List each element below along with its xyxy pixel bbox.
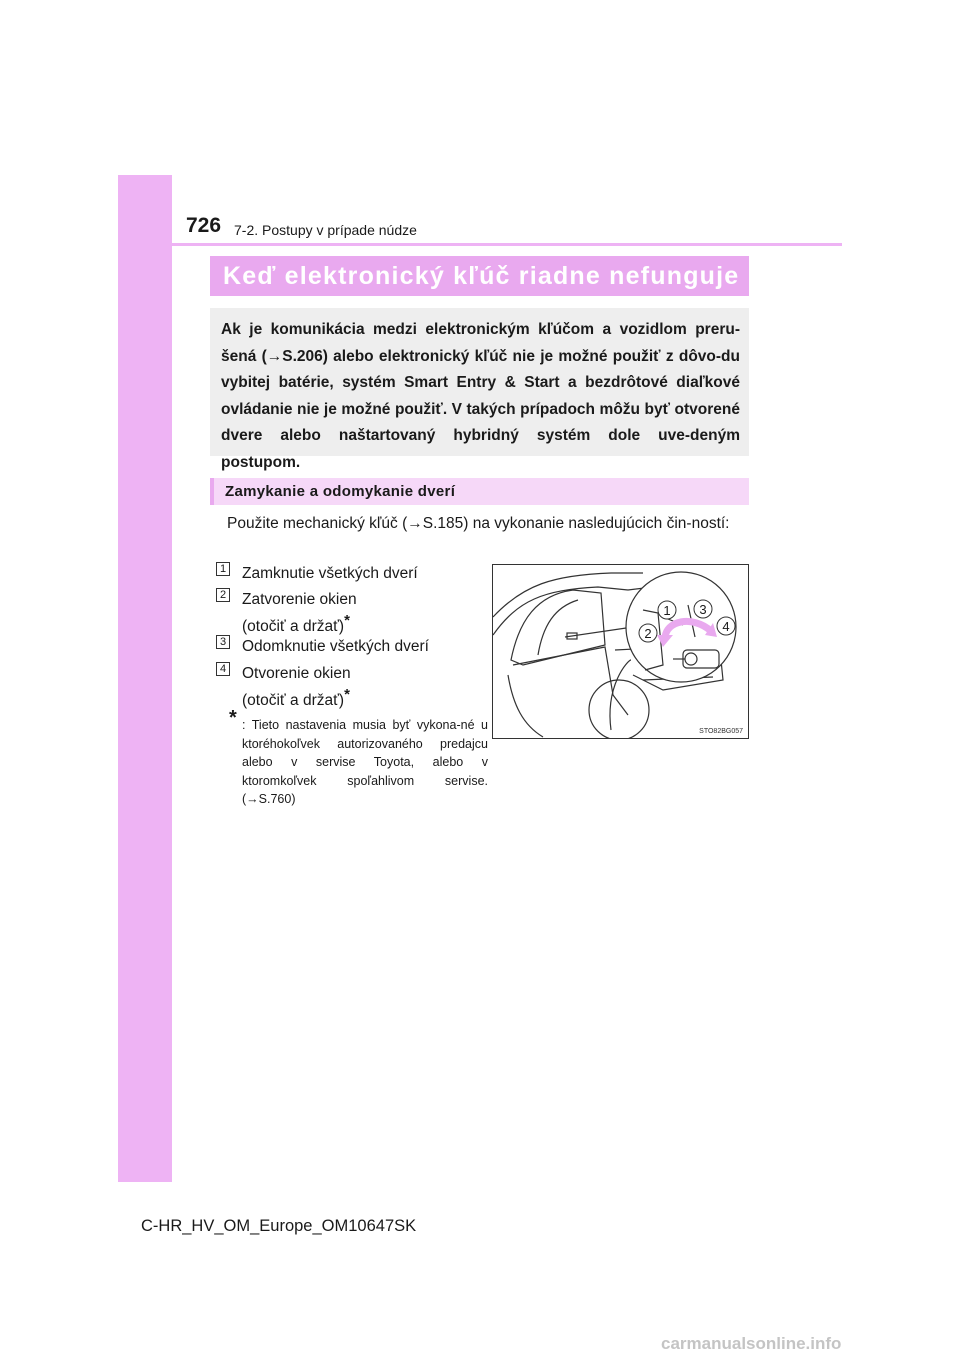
step-2-note: (otočiť a držať): [242, 618, 345, 636]
callout-1: 1: [663, 603, 671, 618]
step-4-text: Otvorenie okien: [242, 665, 351, 682]
section-title: 7-2. Postupy v prípade núdze: [234, 222, 417, 238]
step-badge-3: 3: [216, 635, 230, 649]
callout-3: 3: [699, 602, 707, 617]
watermark: carmanualsonline.info: [661, 1334, 842, 1353]
step-2-text: Zatvorenie okien: [242, 591, 357, 608]
header-rule: [172, 243, 842, 246]
footer-doc-id: C-HR_HV_OM_Europe_OM10647SK: [141, 1217, 417, 1235]
chapter-sidebar: [118, 175, 172, 1182]
intro-text: Ak je komunikácia medzi elektronickým kľúčom a vozidlom preru-šená (→S.206) alebo elektronický kľúč nie je možné použiť z dôvo-du vybitej batérie, systém Smart Entry & Start a bezdrôtové diaľkové ovládanie nie je možné použiť. V takých prípadoch môžu byť otvorené dvere alebo naštartovaný hybridný systém dole uve-deným postupom.: [221, 321, 740, 471]
footnote-asterisk: *: [229, 707, 237, 729]
callout-2: 2: [644, 626, 652, 641]
instruction-text: Použite mechanický kľúč (→S.185) na vykonanie nasledujúcich čin-ností:: [227, 515, 730, 532]
callout-4: 4: [722, 619, 730, 634]
illustration-code: STO82BG057: [699, 728, 743, 735]
step-3-text: Odomknutie všetkých dverí: [242, 638, 429, 655]
step-2: [242, 589, 357, 637]
car-door-illustration-drawing: [493, 565, 748, 738]
step-1-text: Zamknutie všetkých dverí: [242, 565, 418, 582]
step-badge-4: 4: [216, 662, 230, 676]
step-4: [242, 663, 351, 711]
car-door-key-illustration: [492, 564, 749, 739]
step-badge-1: 1: [216, 562, 230, 576]
intro-box: [210, 308, 749, 471]
step-4-note: (otočiť a držať): [242, 692, 345, 710]
main-heading-banner: [210, 256, 749, 296]
subheading: Zamykanie a odomykanie dverí: [225, 483, 456, 500]
step-2-asterisk: *: [344, 612, 350, 629]
main-heading: Keď elektronický kľúč riadne nefunguje: [223, 262, 740, 290]
step-1: [242, 563, 418, 584]
subheading-banner: [210, 478, 749, 505]
step-badge-2: 2: [216, 588, 230, 602]
step-4-asterisk: *: [344, 686, 350, 703]
step-3: [242, 636, 429, 657]
footnote-text: : Tieto nastavenia musia byť vykona-né u ktoréhokoľvek autorizovaného predajcu alebo v servise Toyota, alebo v ktoromkoľvek spoľahlivom servise. (→S.760): [242, 718, 488, 806]
page-number: 726: [186, 214, 222, 237]
